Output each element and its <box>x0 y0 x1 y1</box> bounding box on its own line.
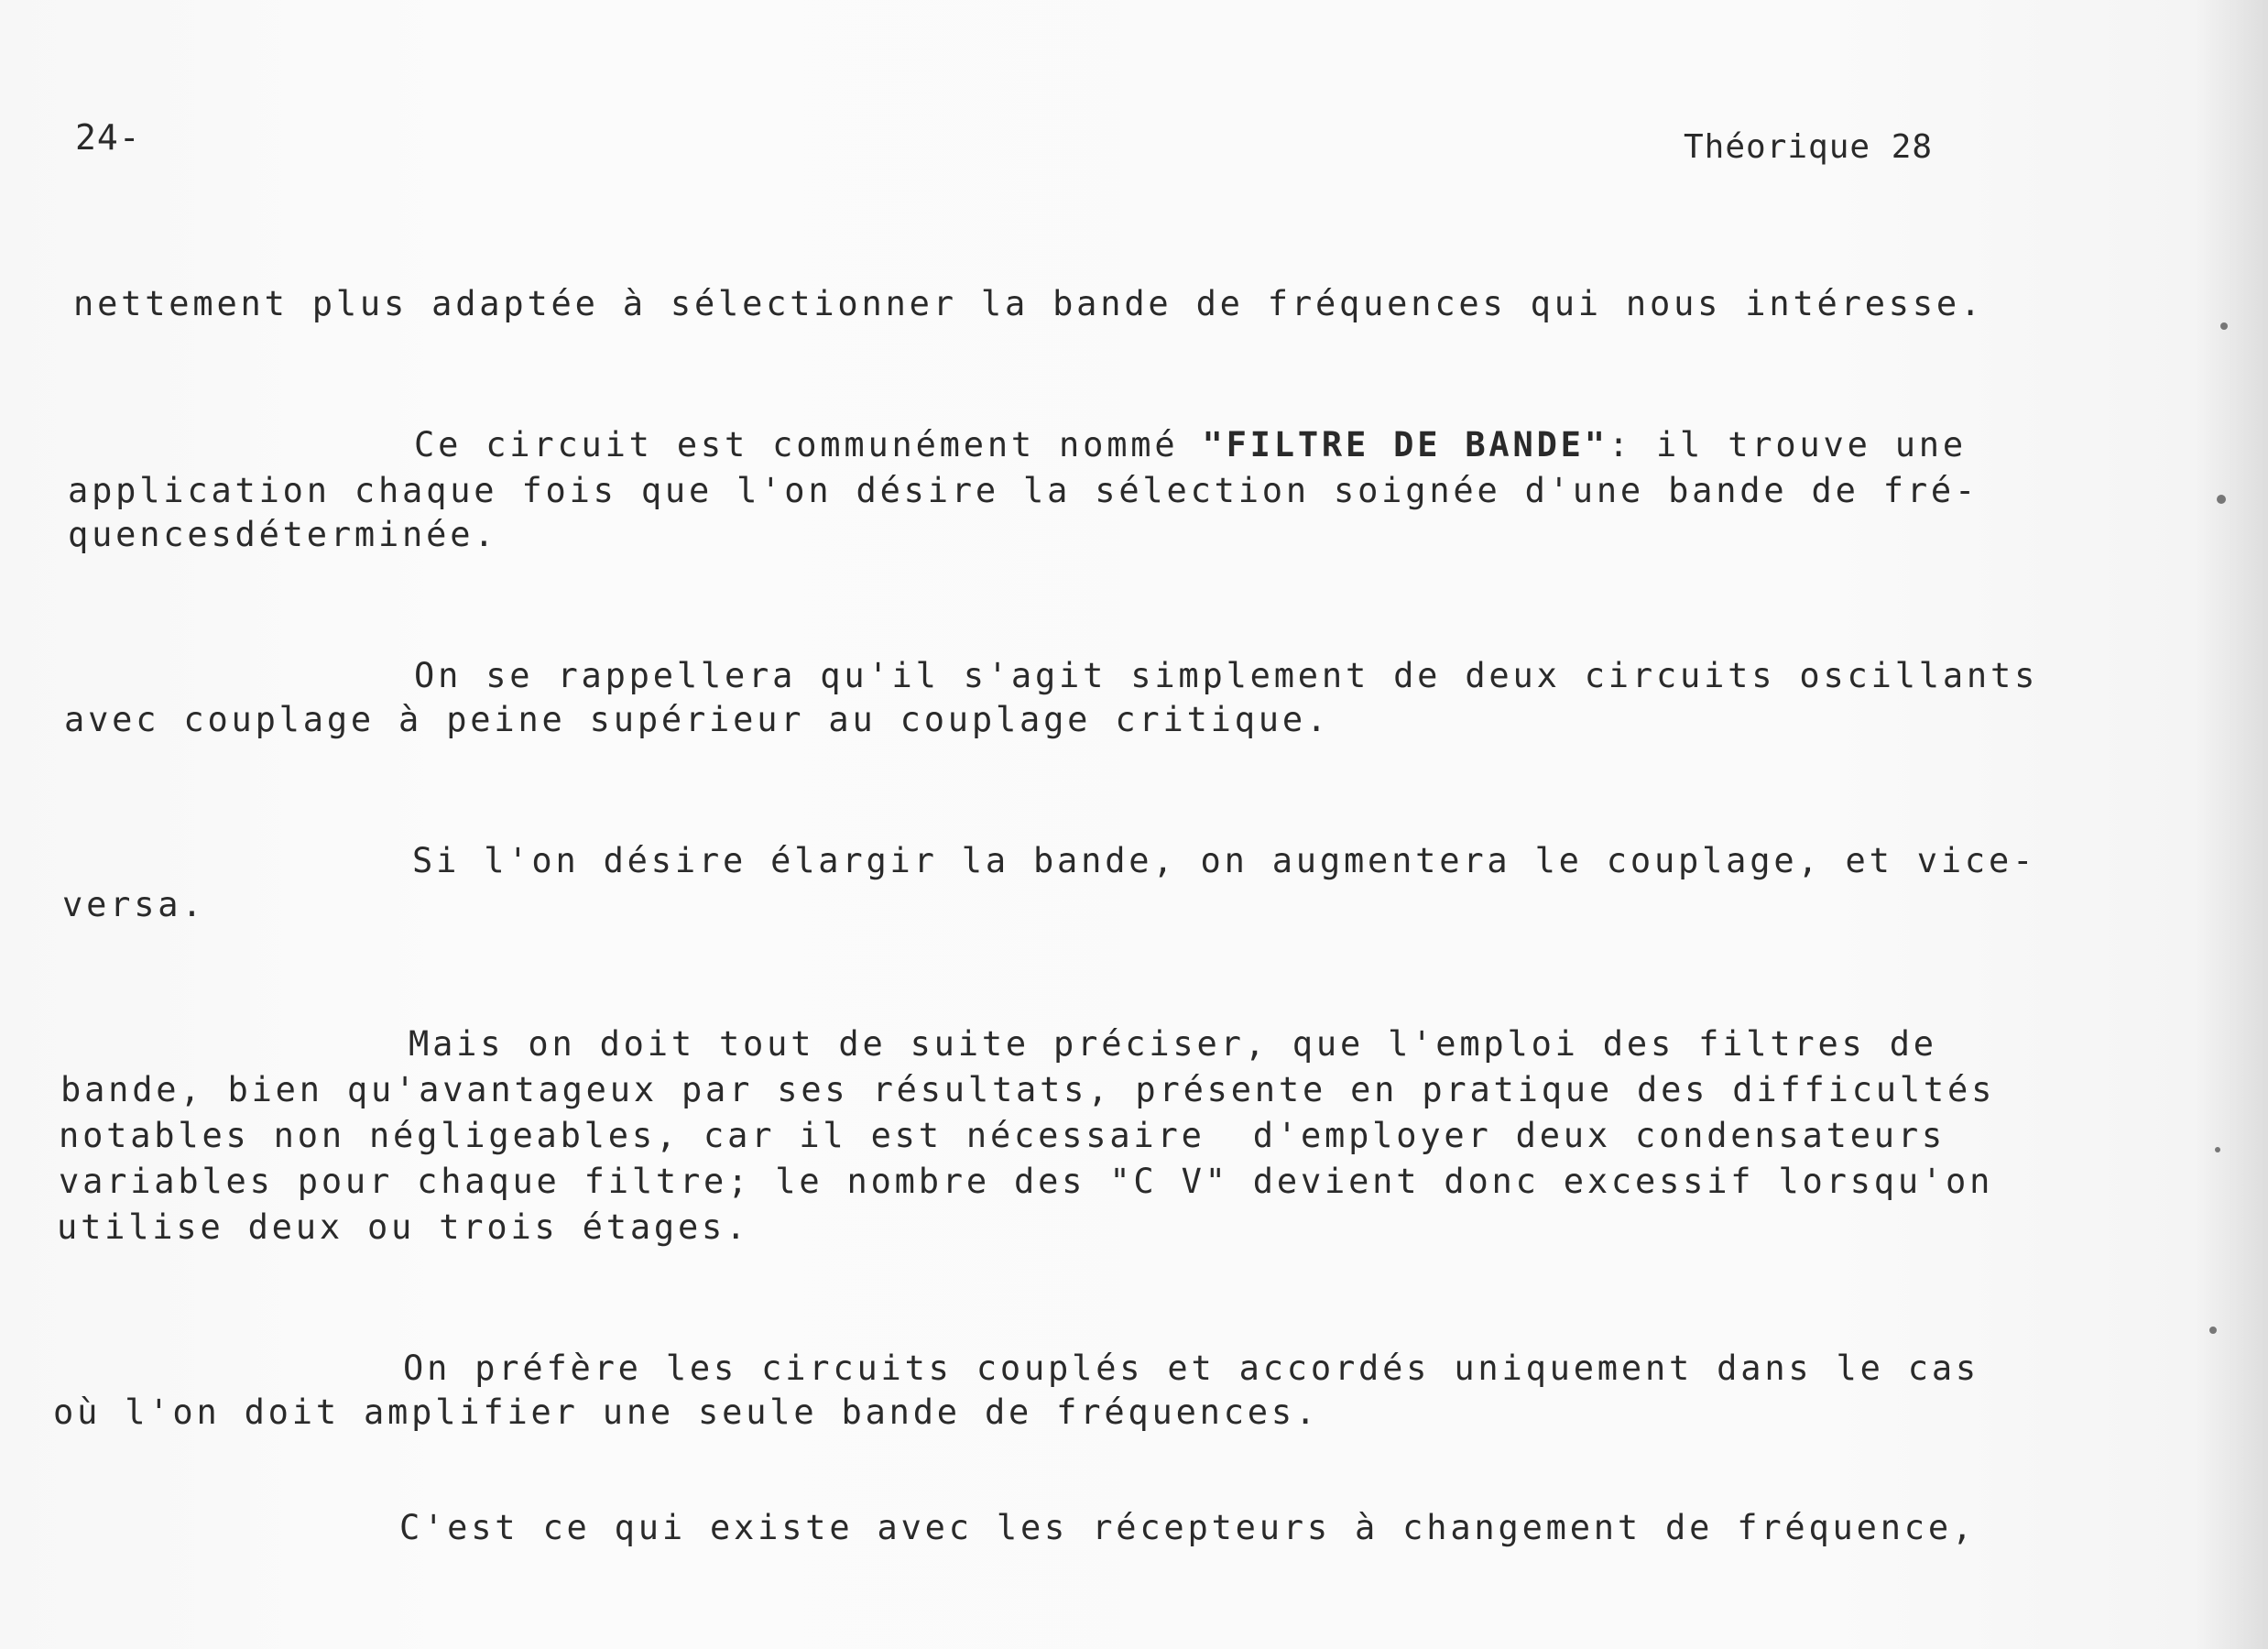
text-line: nettement plus adaptée à sélectionner la bande de fréquences qui nous intéresse. <box>73 284 1985 323</box>
text-line: Si l'on désire élargir la bande, on augmentera le couplage, et vice- <box>412 841 2037 880</box>
scan-speck <box>2209 1327 2217 1334</box>
text-line: C'est ce qui existe avec les récepteurs à changement de fréquence, <box>399 1508 1977 1547</box>
text-line: bande, bien qu'avantageux par ses résultats, présente en pratique des difficultés <box>60 1070 1996 1109</box>
text-line: On préfère les circuits couplés et accordés uniquement dans le cas <box>403 1349 1980 1388</box>
text-line: Mais on doit tout de suite préciser, que l'emploi des filtres de <box>409 1024 1937 1064</box>
text-line: On se rappellera qu'il s'agit simplement de deux circuits oscillants <box>414 656 2039 695</box>
emphasized-term: "FILTRE DE BANDE" <box>1202 425 1608 464</box>
text-run: Ce circuit est communément nommé <box>414 425 1203 464</box>
text-run: : il trouve une <box>1608 425 1967 464</box>
text-line: utilise deux ou trois étages. <box>57 1207 750 1247</box>
text-line: où l'on doit amplifier une seule bande de fréquences. <box>53 1392 1320 1432</box>
text-line <box>414 423 1967 467</box>
text-line: notables non négligeables, car il est nécessaire d'employer deux condensateurs <box>59 1116 1946 1155</box>
page-number: 24- <box>75 117 141 158</box>
text-line: quencesdéterminée. <box>68 515 498 554</box>
scan-speck <box>2215 1147 2220 1152</box>
text-line: avec couplage à peine supérieur au couplage critique. <box>64 700 1331 739</box>
scan-edge-shadow <box>2195 0 2268 1649</box>
text-line: application chaque fois que l'on désire la sélection soignée d'une bande de fré- <box>68 471 1979 510</box>
scan-speck <box>2220 322 2228 330</box>
section-header: Théorique 28 <box>1684 128 1934 166</box>
text-line: versa. <box>62 885 206 924</box>
text-line: variables pour chaque filtre; le nombre des "C V" devient donc excessif lorsqu'on <box>59 1162 1994 1201</box>
scan-speck <box>2217 495 2226 504</box>
